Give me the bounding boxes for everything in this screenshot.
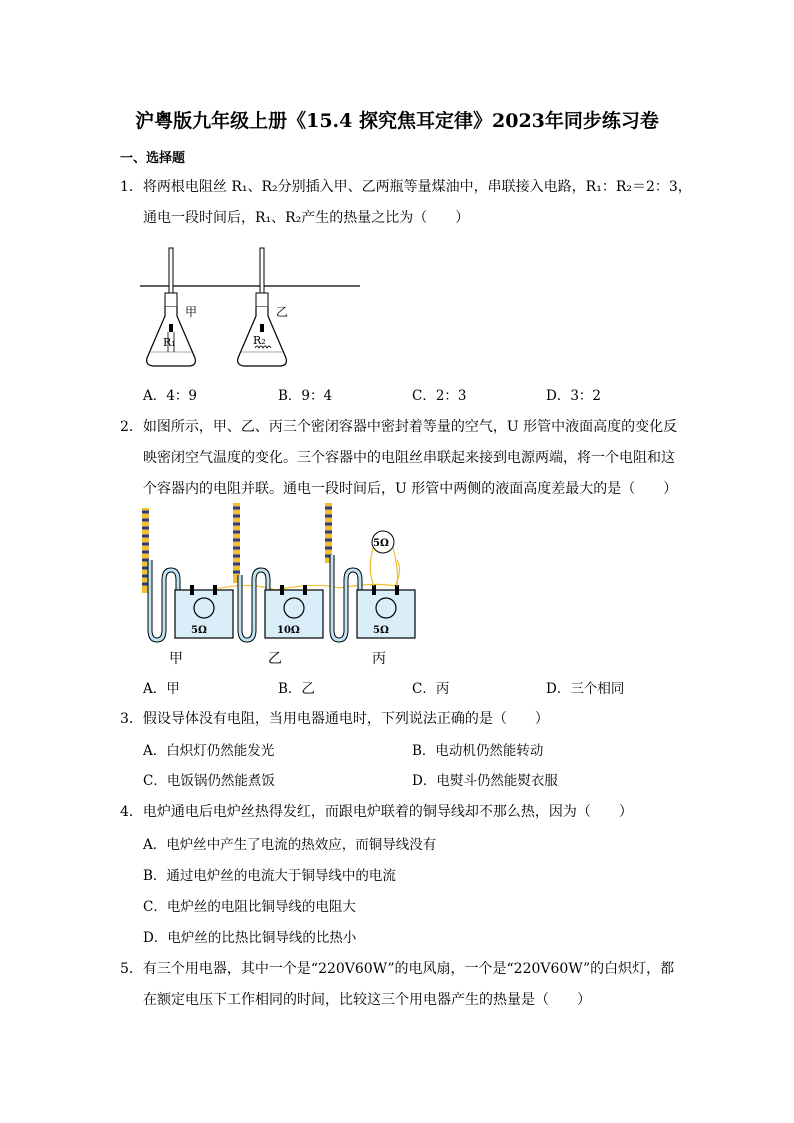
q2-figure [135,500,425,670]
setup-a [142,508,233,667]
q2-line3: 个容器内的电阻并联。通电一段时间后，U 形管中两侧的液面高度差最大的是（ ） [143,481,678,497]
fig-r1-label: R₁ [163,336,176,349]
q4-option-d[interactable]: D．电炉丝的比热比铜导线的比热小 [143,930,357,946]
q2-option-b[interactable]: B．乙 [278,681,315,697]
q4-option-c[interactable]: C．电炉丝的电阻比铜导线的电阻大 [143,899,356,915]
section-heading: 一、选择题 [120,151,186,166]
q1-option-c[interactable]: C．2：3 [412,388,467,404]
q3-option-b[interactable]: B．电动机仍然能转动 [412,743,544,759]
q5-line1: 5．有三个用电器，其中一个是“220V60W”的电风扇，一个是“220V60W”的白炽灯，都 [120,961,675,977]
q1-option-a[interactable]: A．4：9 [143,388,197,404]
q3-option-d[interactable]: D．电熨斗仍然能熨衣服 [412,773,558,789]
fig-resistor-ext-label: 5Ω [373,538,389,549]
q2-option-a[interactable]: A．甲 [143,681,180,697]
page-title: 沪粤版九年级上册《15.4 探究焦耳定律》2023年同步练习卷 [135,110,659,132]
q4-option-a[interactable]: A．电炉丝中产生了电流的热效应，而铜导线没有 [143,837,437,853]
q2-line2: 映密闭空气温度的变化。三个容器中的电阻丝串联起来接到电源两端，将一个电阻和这 [143,450,675,466]
q1-line1: 1．将两根电阻丝 R₁、R₂分别插入甲、乙两瓶等量煤油中，串联接入电路，R₁：R₂＝2：3， [120,179,692,195]
q2-option-c[interactable]: C．丙 [412,681,450,697]
fig-r2-label: R₂ [253,334,266,347]
q4-option-b[interactable]: B．通过电炉丝的电流大于铜导线中的电流 [143,868,396,884]
fig-resistor-b-label: 10Ω [277,625,300,636]
q2-option-d[interactable]: D．三个相同 [546,681,625,697]
q4-line1: 4．电炉通电后电炉丝热得发红，而跟电炉联着的铜导线却不那么热，因为（ ） [120,804,633,820]
fig-container-c-label: 丙 [372,651,386,667]
q1-option-d[interactable]: D．3：2 [546,388,602,404]
q3-line1: 3．假设导体没有电阻，当用电器通电时，下列说法正确的是（ ） [120,711,549,727]
q1-line2: 通电一段时间后，R₁、R₂产生的热量之比为（ ） [143,210,470,226]
q1-figure [135,240,365,375]
fig-container-a-label: 甲 [169,651,183,667]
q5-line2: 在额定电压下工作相同的时间，比较这三个用电器产生的热量是（ ） [143,992,591,1008]
q2-line1: 2．如图所示，甲、乙、丙三个密闭容器中密封着等量的空气，U 形管中液面高度的变化反 [120,419,678,435]
fig-resistor-c-label: 5Ω [373,625,389,636]
fig-flask-b-label: 乙 [276,305,289,319]
fig-resistor-a-label: 5Ω [191,625,207,636]
flask-b [238,248,288,366]
fig-container-b-label: 乙 [268,651,282,667]
flask-a [147,248,197,366]
q3-option-c[interactable]: C．电饭锅仍然能煮饭 [143,773,275,789]
q1-option-b[interactable]: B．9：4 [278,388,333,404]
fig-flask-a-label: 甲 [185,305,198,319]
q3-option-a[interactable]: A．白炽灯仍然能发光 [143,743,275,759]
